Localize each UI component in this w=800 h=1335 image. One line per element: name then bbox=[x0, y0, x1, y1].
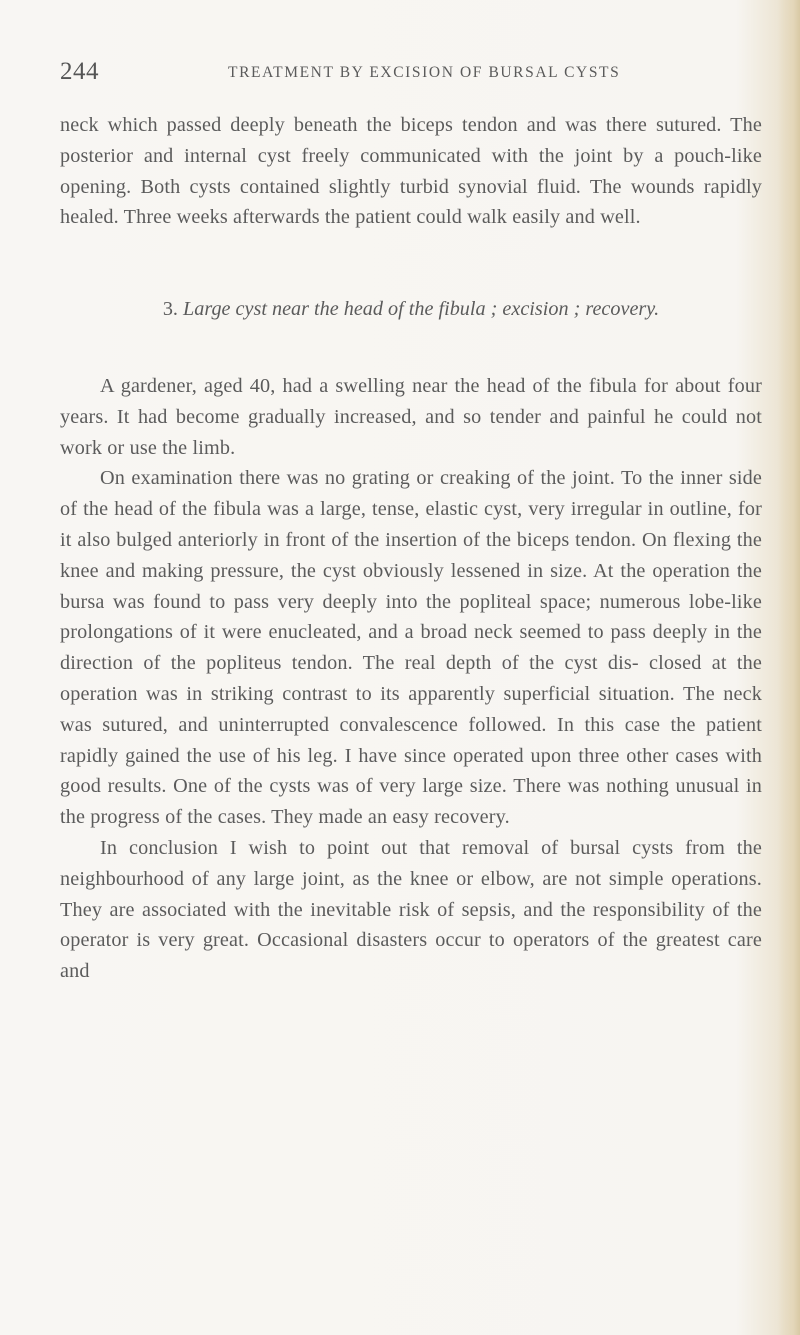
section-heading bbox=[60, 294, 762, 325]
continued-paragraph: neck which passed deeply beneath the biceps tendon and was there sutured. The posterior and internal cyst freely communicated with the joint by a pouch-like opening. Both cysts contained slightly turbid synovial fluid. The wounds rapidly healed. Three weeks afterwards the patient could walk easily and well. bbox=[60, 114, 762, 229]
running-title: TREATMENT BY EXCISION OF BURSAL CYSTS bbox=[228, 64, 621, 81]
examination-paragraph: On examination there was no grating or creaking of the joint. To the inner side of the head of the fibula was a large, tense, elastic cyst, very irregular in outline, for it also bulged anteriorly in front of the insertion of the biceps tendon. On flexing the knee and making pressure, the cyst obviously lessened in size. At the operation the bursa was found to pass very deeply into the popliteal space; numerous lobe-like prolongations of it were enucleated, and a broad neck seemed to pass deeply in the direction of the popliteus tendon. The real depth of the cyst dis- closed at the operation was in striking contrast to its apparently superficial situation. The neck was sutured, and uninterrupted convalescence followed. In this case the patient rapidly gained the use of his leg. I have since operated upon three other cases with good results. One of the cysts was of very large size. There was nothing unusual in the progress of the cases. They made an easy recovery. bbox=[60, 467, 762, 829]
section-number: 3. bbox=[162, 298, 178, 320]
case-history-paragraph: A gardener, aged 40, had a swelling near the head of the fibula for about four years. It had become gradually increased, and so tender and painful he could not work or use the limb. bbox=[60, 375, 762, 459]
continued-paragraph-block bbox=[60, 110, 762, 233]
page-edge-shadow bbox=[778, 0, 800, 1335]
page-number: 244 bbox=[60, 58, 99, 85]
conclusion-paragraph: In conclusion I wish to point out that removal of bursal cysts from the neighbourhood of any large joint, as the knee or elbow, are not simple operations. They are associated with the inevitable risk of sepsis, and the responsibility of the operator is very great. Occasional disasters occur to operators of the greatest care and bbox=[60, 836, 762, 983]
page-header bbox=[60, 58, 760, 88]
case-report-block bbox=[60, 371, 762, 987]
section-title: Large cyst near the head of the fibula ; excision ; recovery. bbox=[183, 298, 660, 320]
